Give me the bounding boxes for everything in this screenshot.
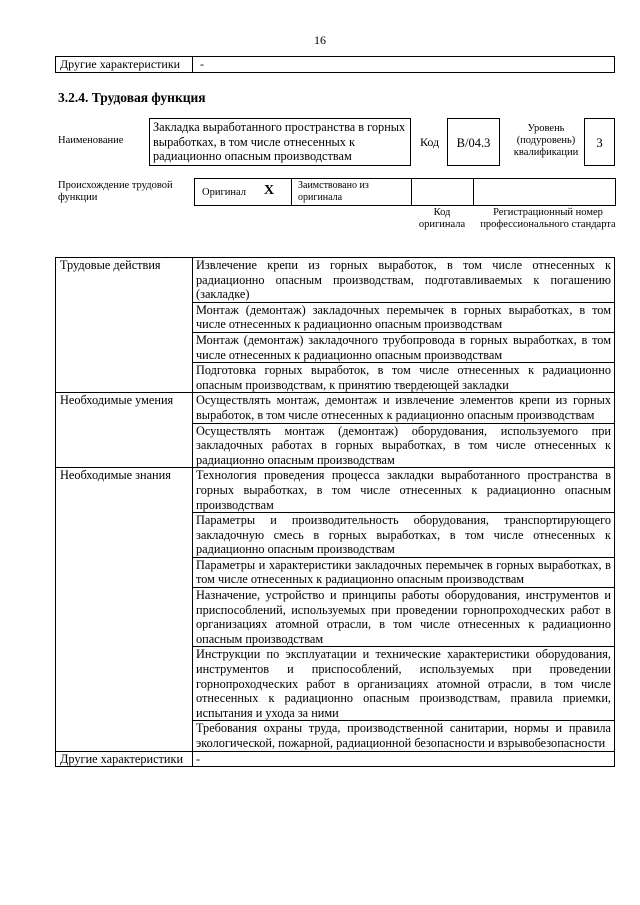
page-number: 16 (314, 33, 326, 47)
level-value-box: 3 (584, 118, 615, 166)
function-name-box: Закладка выработанного пространства в горных выработках, в том числе отнесенных к радиационно опасным производствам (149, 118, 411, 166)
borrowed-label: Заимствовано из оригинала (298, 180, 369, 203)
name-label: Наименование (58, 135, 124, 146)
table-cell: Параметры и характеристики закладочных перемычек в горных выработках, в том числе отнесенных к радиационно опасным производствам (193, 557, 615, 587)
table-row (56, 751, 615, 767)
row-label: Необходимые знания (56, 468, 193, 751)
table-cell: - (193, 751, 615, 767)
table-cell: Подготовка горных выработок, в том числе отнесенных к радиационно опасным производствам, к принятию твердеющей закладки (193, 363, 615, 393)
table-row (56, 258, 615, 303)
top-other-characteristics-row (55, 56, 615, 73)
row-label: Трудовые действия (56, 258, 193, 393)
row-label: Необходимые умения (56, 393, 193, 468)
section-title: 3.2.4. Трудовая функция (58, 90, 206, 105)
top-row-value: - (200, 57, 204, 71)
table-cell: Назначение, устройство и принципы работы оборудования, инструментов и приспособлений, используемых при проведении горнопроходческих работ в организациях атомной отрасли, в том числе отнесенных к радиационно опасным производствам (193, 588, 615, 647)
table-cell: Параметры и производительность оборудования, транспортирующего закладочную смесь в горных выработках, в том числе отнесенных к радиационно опасным производствам (193, 513, 615, 558)
top-row-label: Другие характеристики (55, 57, 193, 72)
function-table (55, 257, 615, 767)
table-cell: Осуществлять монтаж (демонтаж) оборудования, используемого при закладочных работах в горных выработках, в том числе отнесенных к радиационно опасным производствам (193, 423, 615, 468)
table-cell: Монтаж (демонтаж) закладочного трубопровода в горных выработках, в том числе отнесенных к радиационно опасным производствам (193, 332, 615, 362)
code-value-box: В/04.3 (447, 118, 500, 166)
table-cell: Технология проведения процесса закладки выработанного пространства в горных выработках, в том числе отнесенных к радиационно опасным производствам (193, 468, 615, 513)
table-cell: Извлечение крепи из горных выработок, в том числе отнесенных к радиационно опасным производствам, подготавливаемых к погашению (закладке) (193, 258, 615, 303)
row-label: Другие характеристики (56, 751, 193, 767)
table-row (56, 393, 615, 423)
divider (473, 179, 474, 205)
origin-table (194, 178, 616, 206)
reg-number-caption: Регистрационный номер профессионального стандарта (480, 207, 616, 230)
table-cell: Осуществлять монтаж, демонтаж и извлечение элементов крепи из горных выработок, в том числе отнесенных к радиационно опасным производствам (193, 393, 615, 423)
code-label: Код (420, 135, 440, 149)
table-row (56, 468, 615, 513)
divider (411, 179, 412, 205)
original-mark: X (264, 183, 275, 198)
origin-label: Происхождение трудовой функции (58, 180, 173, 203)
divider (291, 179, 292, 205)
table-cell: Монтаж (демонтаж) закладочных перемычек в горных выработках, в том числе отнесенных к радиационно опасным производствам (193, 302, 615, 332)
level-label: Уровень (подуровень) квалификации (513, 123, 579, 158)
table-cell: Инструкции по эксплуатации и технические характеристики оборудования, инструментов и приспособлений, используемых при проведении горнопроходческих работ в организациях атомной отрасли, в том числе отнесенных к радиационно опасным производствам, правила приемки, испытания и ухода за ними (193, 647, 615, 721)
code-caption: Код оригинала (418, 207, 466, 230)
original-label: Оригинал (202, 187, 246, 198)
table-cell: Требования охраны труда, производственной санитарии, нормы и правила экологической, пожарной, радиационной безопасности и взрывобезопасности (193, 721, 615, 751)
